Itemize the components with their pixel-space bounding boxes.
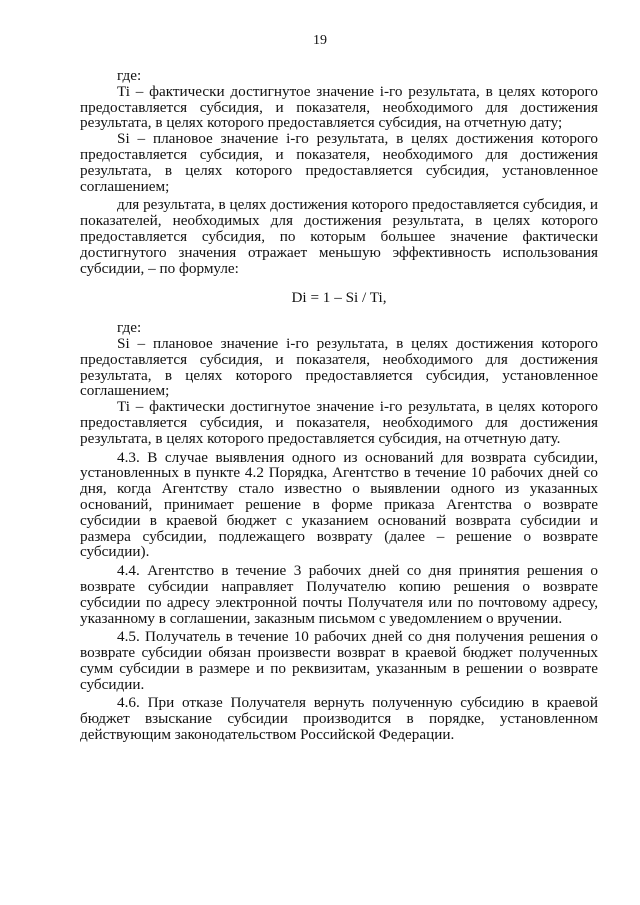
document-body (80, 68, 598, 743)
si-definition-2: Si – плановое значение i-го результата, в целях достижения которого предоставляется субсидия, и показателя, необходимого для достижения результата, в целях которого предоставляется субсидия, установленное соглашением; (80, 334, 598, 400)
ti-definition-2: Ti – фактически достигнутое значение i-го результата, в целях которого предоставляется субсидия, и показателя, необходимого для достижения результата, в целях которого предоставляется субсидия, на отчетную дату. (80, 398, 598, 447)
clause-4-6: 4.6. При отказе Получателя вернуть полученную субсидию в краевой бюджет взыскание субсидии производится в порядке, установленном действующим законодательством Российской Федерации. (80, 694, 598, 744)
si-definition-1: Si – плановое значение i-го результата, в целях достижения которого предоставляется субсидия, и показателя, необходимого для достижения результата, в целях которого предоставляется субсидия, установленное соглашением; (80, 130, 598, 195)
where-label-1: где: (117, 67, 142, 84)
where-label-2: где: (117, 319, 142, 337)
ti-definition-1: Ti – фактически достигнутое значение i-го результата, в целях которого предоставляется субсидия, и показателя, необходимого для достижения результата, в целях которого предоставляется субсидия, на отчетную дату; (80, 82, 598, 132)
formula-intro-paragraph: для результата, в целях достижения которого предоставляется субсидия, и показателей, необходимых для достижения результата, в целях которого предоставляется субсидия, по которым большее значение фактически достигнутого значения отражает меньшую эффективность использования субсидии, – по формуле: (80, 196, 598, 277)
clause-4-3: 4.3. В случае выявления одного из оснований для возврата субсидии, установленных в пункте 4.2 Порядка, Агентство в течение 10 рабочих дней со дня, когда Агентству стало известно о выявлении одного из указанных оснований, принимает решение в форме приказа Агентства о возврате субсидии в краевой бюджет с указанием оснований возврата субсидии и размера субсидии, подлежащего возврату (далее – решение о возврате субсидии). (80, 448, 598, 561)
formula: Di = 1 – Si / Ti, (291, 289, 387, 307)
page-number: 19 (313, 33, 327, 48)
clause-4-5: 4.5. Получатель в течение 10 рабочих дней со дня получения решения о возврате субсидии обязан произвести возврат в краевой бюджет полученных сумм субсидии в размере и по реквизитам, указанным в решении о возврате субсидии. (80, 628, 598, 693)
clause-4-4: 4.4. Агентство в течение 3 рабочих дней со дня принятия решения о возврате субсидии направляет Получателю копию решения о возврате субсидии по адресу электронной почты Получателя или по почтовому адресу, указанному в соглашении, заказным письмом с уведомлением о вручении. (80, 562, 598, 627)
